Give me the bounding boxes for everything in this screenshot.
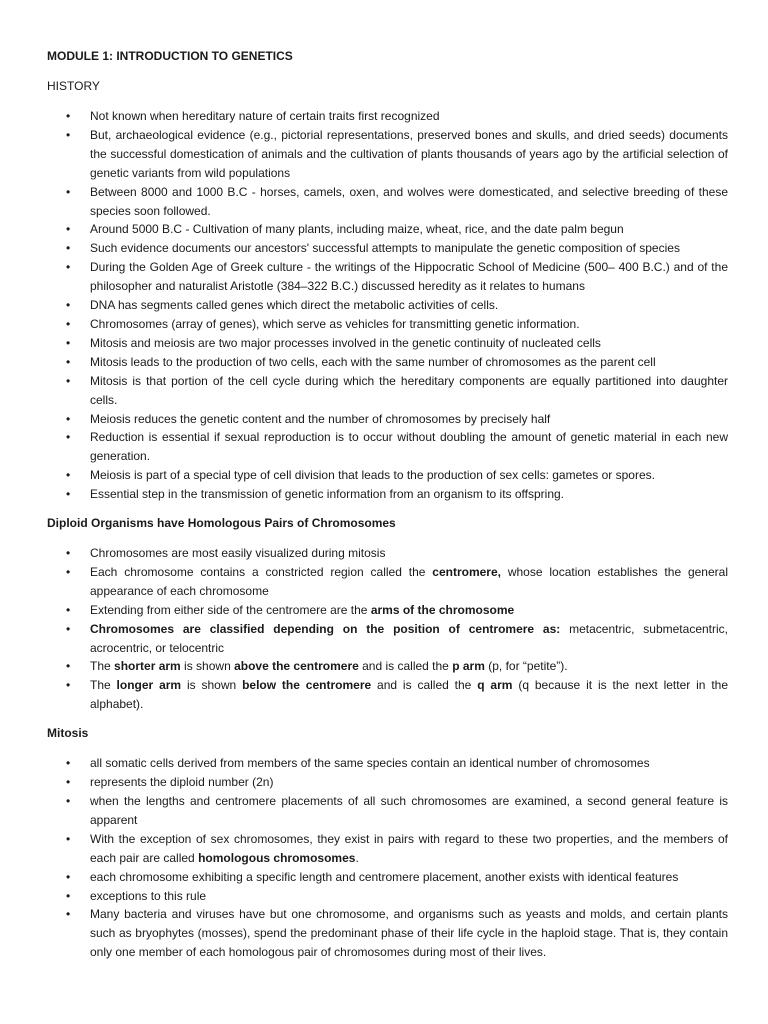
text: With the exception of sex chromosomes, they exist in pairs with regard to these two properties, and the members of each pair are called <box>90 831 728 865</box>
text: is shown <box>180 659 235 674</box>
history-list <box>47 107 728 504</box>
list-item <box>90 905 728 962</box>
text: Meiosis reduces the genetic content and the number of chromosomes by precisely half <box>90 411 551 426</box>
text: when the lengths and centromere placements of all such chromosomes are examined, a second general feature is apparent <box>90 794 728 827</box>
text: each chromosome exhibiting a specific length and centromere placement, another exists with identical features <box>90 869 679 884</box>
list-item <box>90 334 728 353</box>
list-item <box>90 601 728 620</box>
list-item <box>90 773 728 792</box>
text: metacentric, submetacentric, acrocentric, or telocentric <box>90 621 728 655</box>
bold-text: below the centromere <box>242 678 372 693</box>
diploid-list <box>47 544 728 714</box>
bold-text: p arm <box>452 659 485 674</box>
list-item <box>90 220 728 239</box>
text: Between 8000 and 1000 B.C - horses, camels, oxen, and wolves were domesticated, and selective breeding of these species soon followed. <box>90 184 728 218</box>
text: Chromosomes are most easily visualized during mitosis <box>90 546 386 561</box>
list-item <box>90 315 728 334</box>
text: During the Golden Age of Greek culture - the writings of the Hippocratic School of Medicine (500– 400 B.C.) and of the philosopher and naturalist Aristotle (384–322 B.C.) discussed heredity as it relates to humans <box>90 260 728 294</box>
text: Each chromosome contains a constricted region called the <box>90 564 433 579</box>
text: is shown <box>181 678 243 693</box>
bold-text: centromere, <box>432 564 501 579</box>
bold-text: above the centromere <box>234 659 359 674</box>
bold-text: Chromosomes are classified depending on the position of centromere as: <box>90 621 561 636</box>
list-item <box>90 868 728 887</box>
text: Essential step in the transmission of genetic information from an organism to its offspring. <box>90 487 565 502</box>
text: But, archaeological evidence (e.g., pictorial representations, preserved bones and skulls, and dried seeds) documents the successful domestication of animals and the cultivation of plants thousands of years ago by the artificial selection of genetic variants from wild populations <box>90 127 728 180</box>
text: Meiosis is part of a special type of cell division that leads to the production of sex cells: gametes or spores. <box>90 468 655 483</box>
text: Chromosomes (array of genes), which serve as vehicles for transmitting genetic information. <box>90 316 580 331</box>
list-item <box>90 485 728 504</box>
text: exceptions to this rule <box>90 888 207 903</box>
bold-text: shorter arm <box>114 659 181 674</box>
text: The <box>90 678 117 693</box>
list-item <box>90 183 728 221</box>
text: (p, for “petite”). <box>484 659 568 674</box>
module-title: MODULE 1: INTRODUCTION TO GENETICS <box>47 49 293 63</box>
list-item <box>90 830 728 868</box>
text: Around 5000 B.C - Cultivation of many plants, including maize, wheat, rice, and the date palm begun <box>90 222 624 237</box>
list-item <box>90 353 728 372</box>
bold-text: homologous chromosomes <box>198 850 356 865</box>
list-item <box>90 428 728 466</box>
list-item <box>90 887 728 906</box>
text: . <box>355 850 359 865</box>
text: Mitosis and meiosis are two major processes involved in the genetic continuity of nucleated cells <box>90 335 601 350</box>
text: represents the diploid number (2n) <box>90 775 274 790</box>
list-item <box>90 544 728 563</box>
list-item <box>90 126 728 183</box>
bold-text: q arm <box>477 678 513 693</box>
bold-text: arms of the chromosome <box>370 602 515 617</box>
text: DNA has segments called genes which direct the metabolic activities of cells. <box>90 298 499 313</box>
list-item <box>90 107 728 126</box>
text: whose location establishes the general appearance of each chromosome <box>90 564 728 598</box>
list-item <box>90 792 728 830</box>
bold-text: longer arm <box>116 678 182 693</box>
text: Mitosis leads to the production of two cells, each with the same number of chromosomes as the parent cell <box>90 354 656 369</box>
list-item <box>90 258 728 296</box>
list-item <box>90 410 728 429</box>
text: all somatic cells derived from members of the same species contain an identical number of chromosomes <box>90 756 650 771</box>
text: Mitosis is that portion of the cell cycle during which the hereditary components are equally partitioned into daughter cells. <box>90 373 728 407</box>
text: Such evidence documents our ancestors' successful attempts to manipulate the genetic composition of species <box>90 241 680 256</box>
text: Extending from either side of the centromere are the <box>90 602 371 617</box>
text: Not known when hereditary nature of certain traits first recognized <box>90 109 440 123</box>
text: The <box>90 659 115 674</box>
list-item <box>90 296 728 315</box>
list-item <box>90 676 728 714</box>
list-item <box>90 563 728 601</box>
text: Many bacteria and viruses have but one chromosome, and organisms such as yeasts and molds, and certain plants such as bryophytes (mosses), spend the predominant phase of their life cycle in the haploid stage. That is, they contain only one member of each homologous pair of chromosomes during most of their lives. <box>90 907 728 960</box>
text: and is called the <box>358 659 453 674</box>
list-item <box>90 754 728 773</box>
list-item <box>90 466 728 485</box>
text: (q because it is the next letter in the alphabet). <box>90 678 729 712</box>
list-item <box>90 620 728 658</box>
mitosis-heading: Mitosis <box>47 726 89 741</box>
mitosis-list <box>47 754 728 962</box>
list-item <box>90 657 728 676</box>
list-item <box>90 372 728 410</box>
text: and is called the <box>371 678 478 693</box>
history-heading: HISTORY <box>47 79 100 93</box>
list-item <box>90 239 728 258</box>
text: Reduction is essential if sexual reproduction is to occur without doubling the amount of genetic material in each new generation. <box>90 430 728 464</box>
diploid-heading: Diploid Organisms have Homologous Pairs of Chromosomes <box>47 516 396 531</box>
